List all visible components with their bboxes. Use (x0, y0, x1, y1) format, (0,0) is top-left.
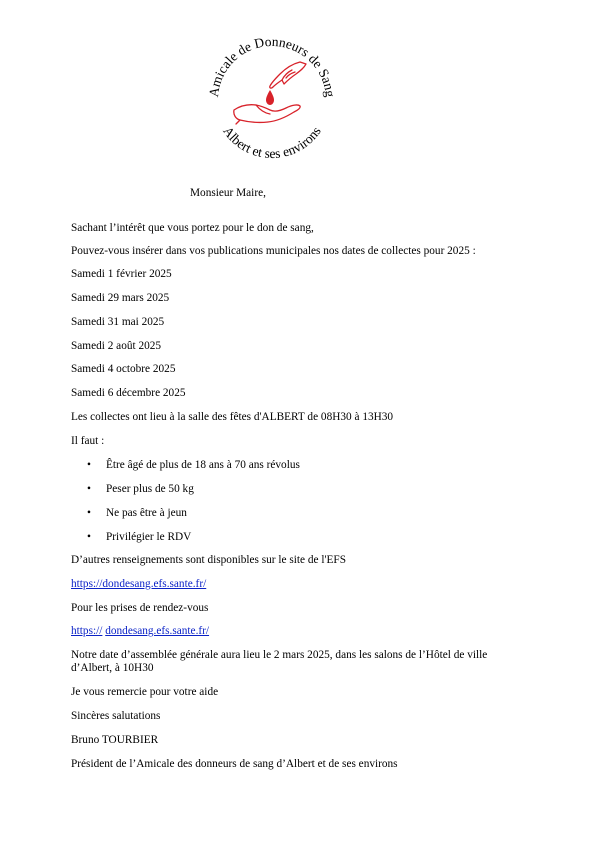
requirement-text: Ne pas être à jeun (106, 507, 187, 519)
requirement-text: Être âgé de plus de 18 ans à 70 ans révolus (106, 459, 300, 471)
bullet-icon: • (87, 459, 91, 471)
requirements-intro: Il faut : (71, 435, 105, 447)
signature-name: Bruno TOURBIER (71, 734, 159, 746)
info-text: D’autres renseignements sont disponibles sur le site de l'EFS (71, 554, 347, 566)
request-text: Pouvez-vous insérer dans vos publications municipales nos dates de collectes pour 2025 : (71, 245, 476, 257)
collection-date: Samedi 4 octobre 2025 (71, 363, 176, 375)
intro-text: Sachant l’intérêt que vous portez pour le don de sang, (71, 222, 314, 234)
appointment-text: Pour les prises de rendez-vous (71, 602, 209, 614)
salutation: Monsieur Maire, (190, 187, 266, 199)
requirement-item (87, 482, 194, 496)
requirement-item (87, 530, 191, 544)
collection-date: Samedi 2 août 2025 (71, 340, 162, 352)
location-text: Les collectes ont lieu à la salle des fêtes d'ALBERT de 08H30 à 13H30 (71, 411, 394, 423)
association-logo (200, 14, 340, 164)
assembly-text-line2: d’Albert, à 10H30 (71, 662, 154, 674)
requirement-text: Peser plus de 50 kg (106, 483, 194, 495)
requirement-text: Privilégier le RDV (106, 531, 192, 543)
bullet-icon: • (87, 531, 91, 543)
assembly-text-line1: Notre date d’assemblée générale aura lieu le 2 mars 2025, dans les salons de l’Hôtel de ville (71, 649, 488, 661)
logo-arc-top-text: Amicale de Donneurs de Sang (205, 33, 338, 98)
collection-date: Samedi 6 décembre 2025 (71, 387, 186, 399)
info-link-row (71, 577, 206, 591)
efs-website-link[interactable]: https://dondesang.efs.sante.fr/ (71, 578, 207, 590)
collection-date: Samedi 29 mars 2025 (71, 292, 170, 304)
appointment-link[interactable]: dondesang.efs.sante.fr/ (105, 625, 210, 637)
logo-arc-bottom-text: Albert et ses environs (220, 123, 324, 162)
closing-text: Sincères salutations (71, 710, 161, 722)
appointment-link-scheme[interactable]: https:// (71, 625, 103, 637)
requirement-item (87, 458, 300, 472)
requirement-item (87, 506, 187, 520)
blood-drop-icon (266, 90, 274, 105)
bullet-icon: • (87, 483, 91, 495)
collection-date: Samedi 1 février 2025 (71, 268, 172, 280)
appointment-link-row (71, 624, 209, 638)
thanks-text: Je vous remercie pour votre aide (71, 686, 219, 698)
bullet-icon: • (87, 507, 91, 519)
signature-title: Président de l’Amicale des donneurs de sang d’Albert et de ses environs (71, 758, 398, 770)
collection-date: Samedi 31 mai 2025 (71, 316, 165, 328)
